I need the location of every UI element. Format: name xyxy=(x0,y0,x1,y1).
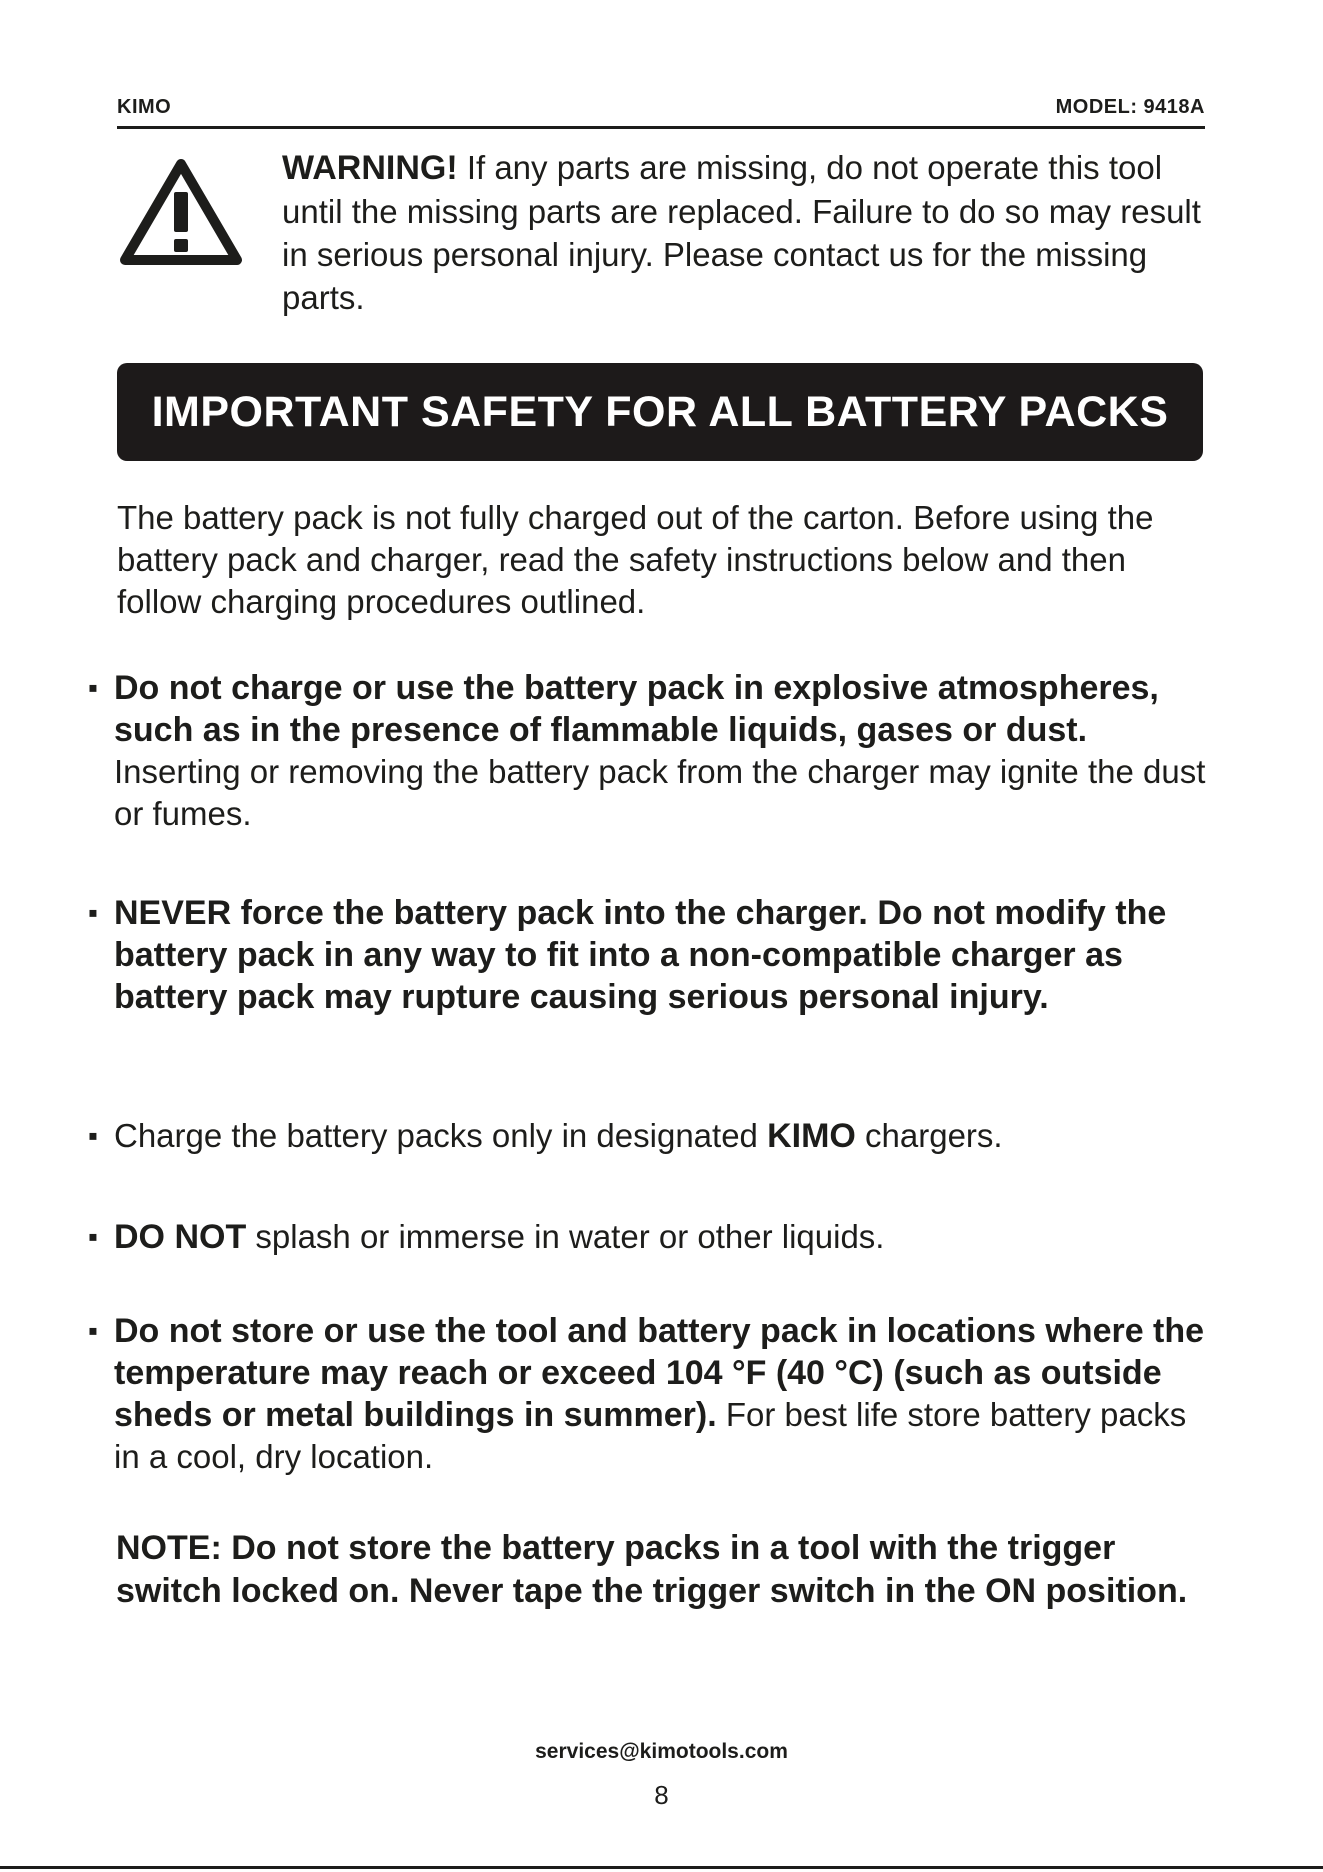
bullet-text: Inserting or removing the battery pack from the charger may ignite the dust or fumes. xyxy=(114,753,1206,832)
bullet-text: splash or immerse in water or other liquids. xyxy=(246,1218,885,1255)
note-paragraph: NOTE: Do not store the battery packs in a tool with the trigger switch locked on. Never tape the trigger switch in the ON position. xyxy=(116,1529,1188,1610)
bullet-marker-icon: ▪ xyxy=(88,672,98,703)
bullet-marker-icon: ▪ xyxy=(88,1315,98,1346)
warning-lead: WARNING! xyxy=(282,149,458,187)
header-model: MODEL: 9418A xyxy=(1055,96,1205,118)
bullet-bold-text: DO NOT xyxy=(114,1218,247,1256)
page-header xyxy=(117,96,1205,129)
bullet-bold-text: Do not store or use the tool and battery pack in locations where the temperature may reach or exceed 104 °F (40 °C) (such as outside sheds or metal buildings in summer). xyxy=(114,1312,1205,1434)
bullet-marker-icon: ▪ xyxy=(88,1120,98,1151)
bullet-item xyxy=(88,667,1218,835)
warning-text xyxy=(282,146,1207,319)
bullet-text: chargers. xyxy=(855,1117,1003,1154)
bottom-divider xyxy=(0,1866,1323,1869)
bullet-bold-text: NEVER force the battery pack into the charger. Do not modify the battery pack in any way to fit into a non-compatible charger as battery pack may rupture causing serious personal injury. xyxy=(114,894,1167,1016)
bullet-text: For best life store battery packs in a cool, dry location. xyxy=(114,1396,1187,1475)
bullet-marker-icon: ▪ xyxy=(88,1221,98,1252)
bullet-text: Charge the battery packs only in designated xyxy=(114,1117,768,1154)
bullet-item xyxy=(88,1115,1218,1157)
footer-email: services@kimotools.com xyxy=(535,1740,788,1763)
bullet-item xyxy=(88,1216,1218,1258)
bullet-item xyxy=(88,892,1218,1018)
warning-body: If any parts are missing, do not operate this tool until the missing parts are replaced. Failure to do so may result in serious personal injury. Please contact us for the missing parts. xyxy=(282,149,1201,316)
brand-name: KIMO xyxy=(767,1117,856,1155)
section-banner xyxy=(117,363,1203,461)
warning-block xyxy=(117,146,1207,316)
header-brand: KIMO xyxy=(117,96,172,118)
bullet-item xyxy=(88,1310,1218,1478)
page-number: 8 xyxy=(654,1780,669,1810)
bullet-bold-text: Do not charge or use the battery pack in explosive atmospheres, such as in the presence of flammable liquids, gases or dust. xyxy=(114,669,1159,749)
intro-paragraph: The battery pack is not fully charged out of the carton. Before using the battery pack and charger, read the safety instructions below and then follow charging procedures outlined. xyxy=(117,499,1154,620)
bullet-marker-icon: ▪ xyxy=(88,897,98,928)
warning-triangle-icon xyxy=(117,156,245,268)
section-title: IMPORTANT SAFETY FOR ALL BATTERY PACKS xyxy=(151,387,1169,436)
